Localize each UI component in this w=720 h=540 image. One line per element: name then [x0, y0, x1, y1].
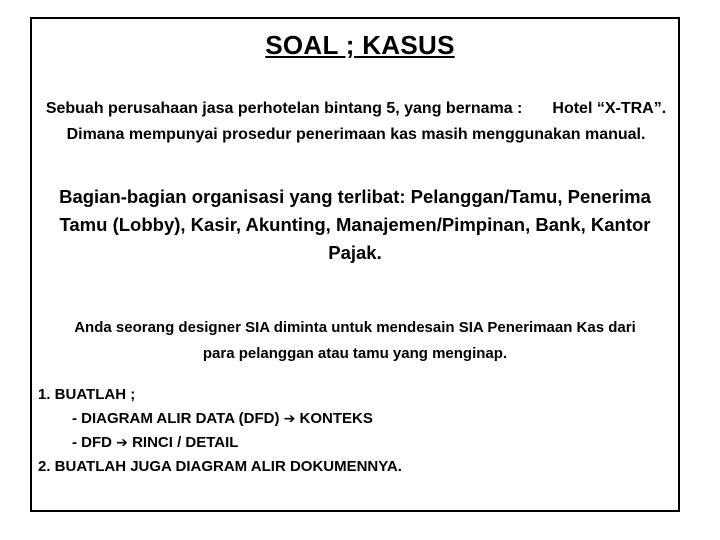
case-intro — [36, 96, 676, 148]
task-description: Anda seorang designer SIA diminta untuk mendesain SIA Penerimaan Kas dari para pelanggan atau tamu yang menginap. — [74, 319, 636, 362]
intro-part-1: Sebuah perusahaan jasa perhotelan bintang 5, yang bernama : — [45, 100, 523, 117]
instruction-list — [38, 383, 402, 479]
intro-part-2: Hotel “X-TRA”. Dimana mempunyai prosedur penerimaan kas masih menggunakan manual. — [66, 100, 667, 143]
step-1-item-dfd-context — [38, 407, 402, 431]
arrow-right-icon: ➔ — [283, 411, 296, 427]
item-detail-label: RINCI / DETAIL — [132, 434, 239, 451]
item-context-label: KONTEKS — [299, 410, 373, 427]
step-1: 1. BUATLAH ; — [38, 386, 136, 403]
step-1-item-dfd-detail — [38, 431, 402, 455]
arrow-right-icon: ➔ — [116, 435, 128, 451]
organization-units: Bagian-bagian organisasi yang terlibat: Pelanggan/Tamu, Penerima Tamu (Lobby), Kasir, Akunting, Manajemen/Pimpinan, Bank, Kantor Pajak. — [59, 186, 651, 263]
slide-title: SOAL ; KASUS — [265, 30, 455, 60]
item-dfd-short-label: - DFD — [72, 434, 112, 451]
step-2: 2. BUATLAH JUGA DIAGRAM ALIR DOKUMENNYA. — [38, 458, 402, 475]
item-dfd-label: - DIAGRAM ALIR DATA (DFD) — [72, 410, 280, 427]
